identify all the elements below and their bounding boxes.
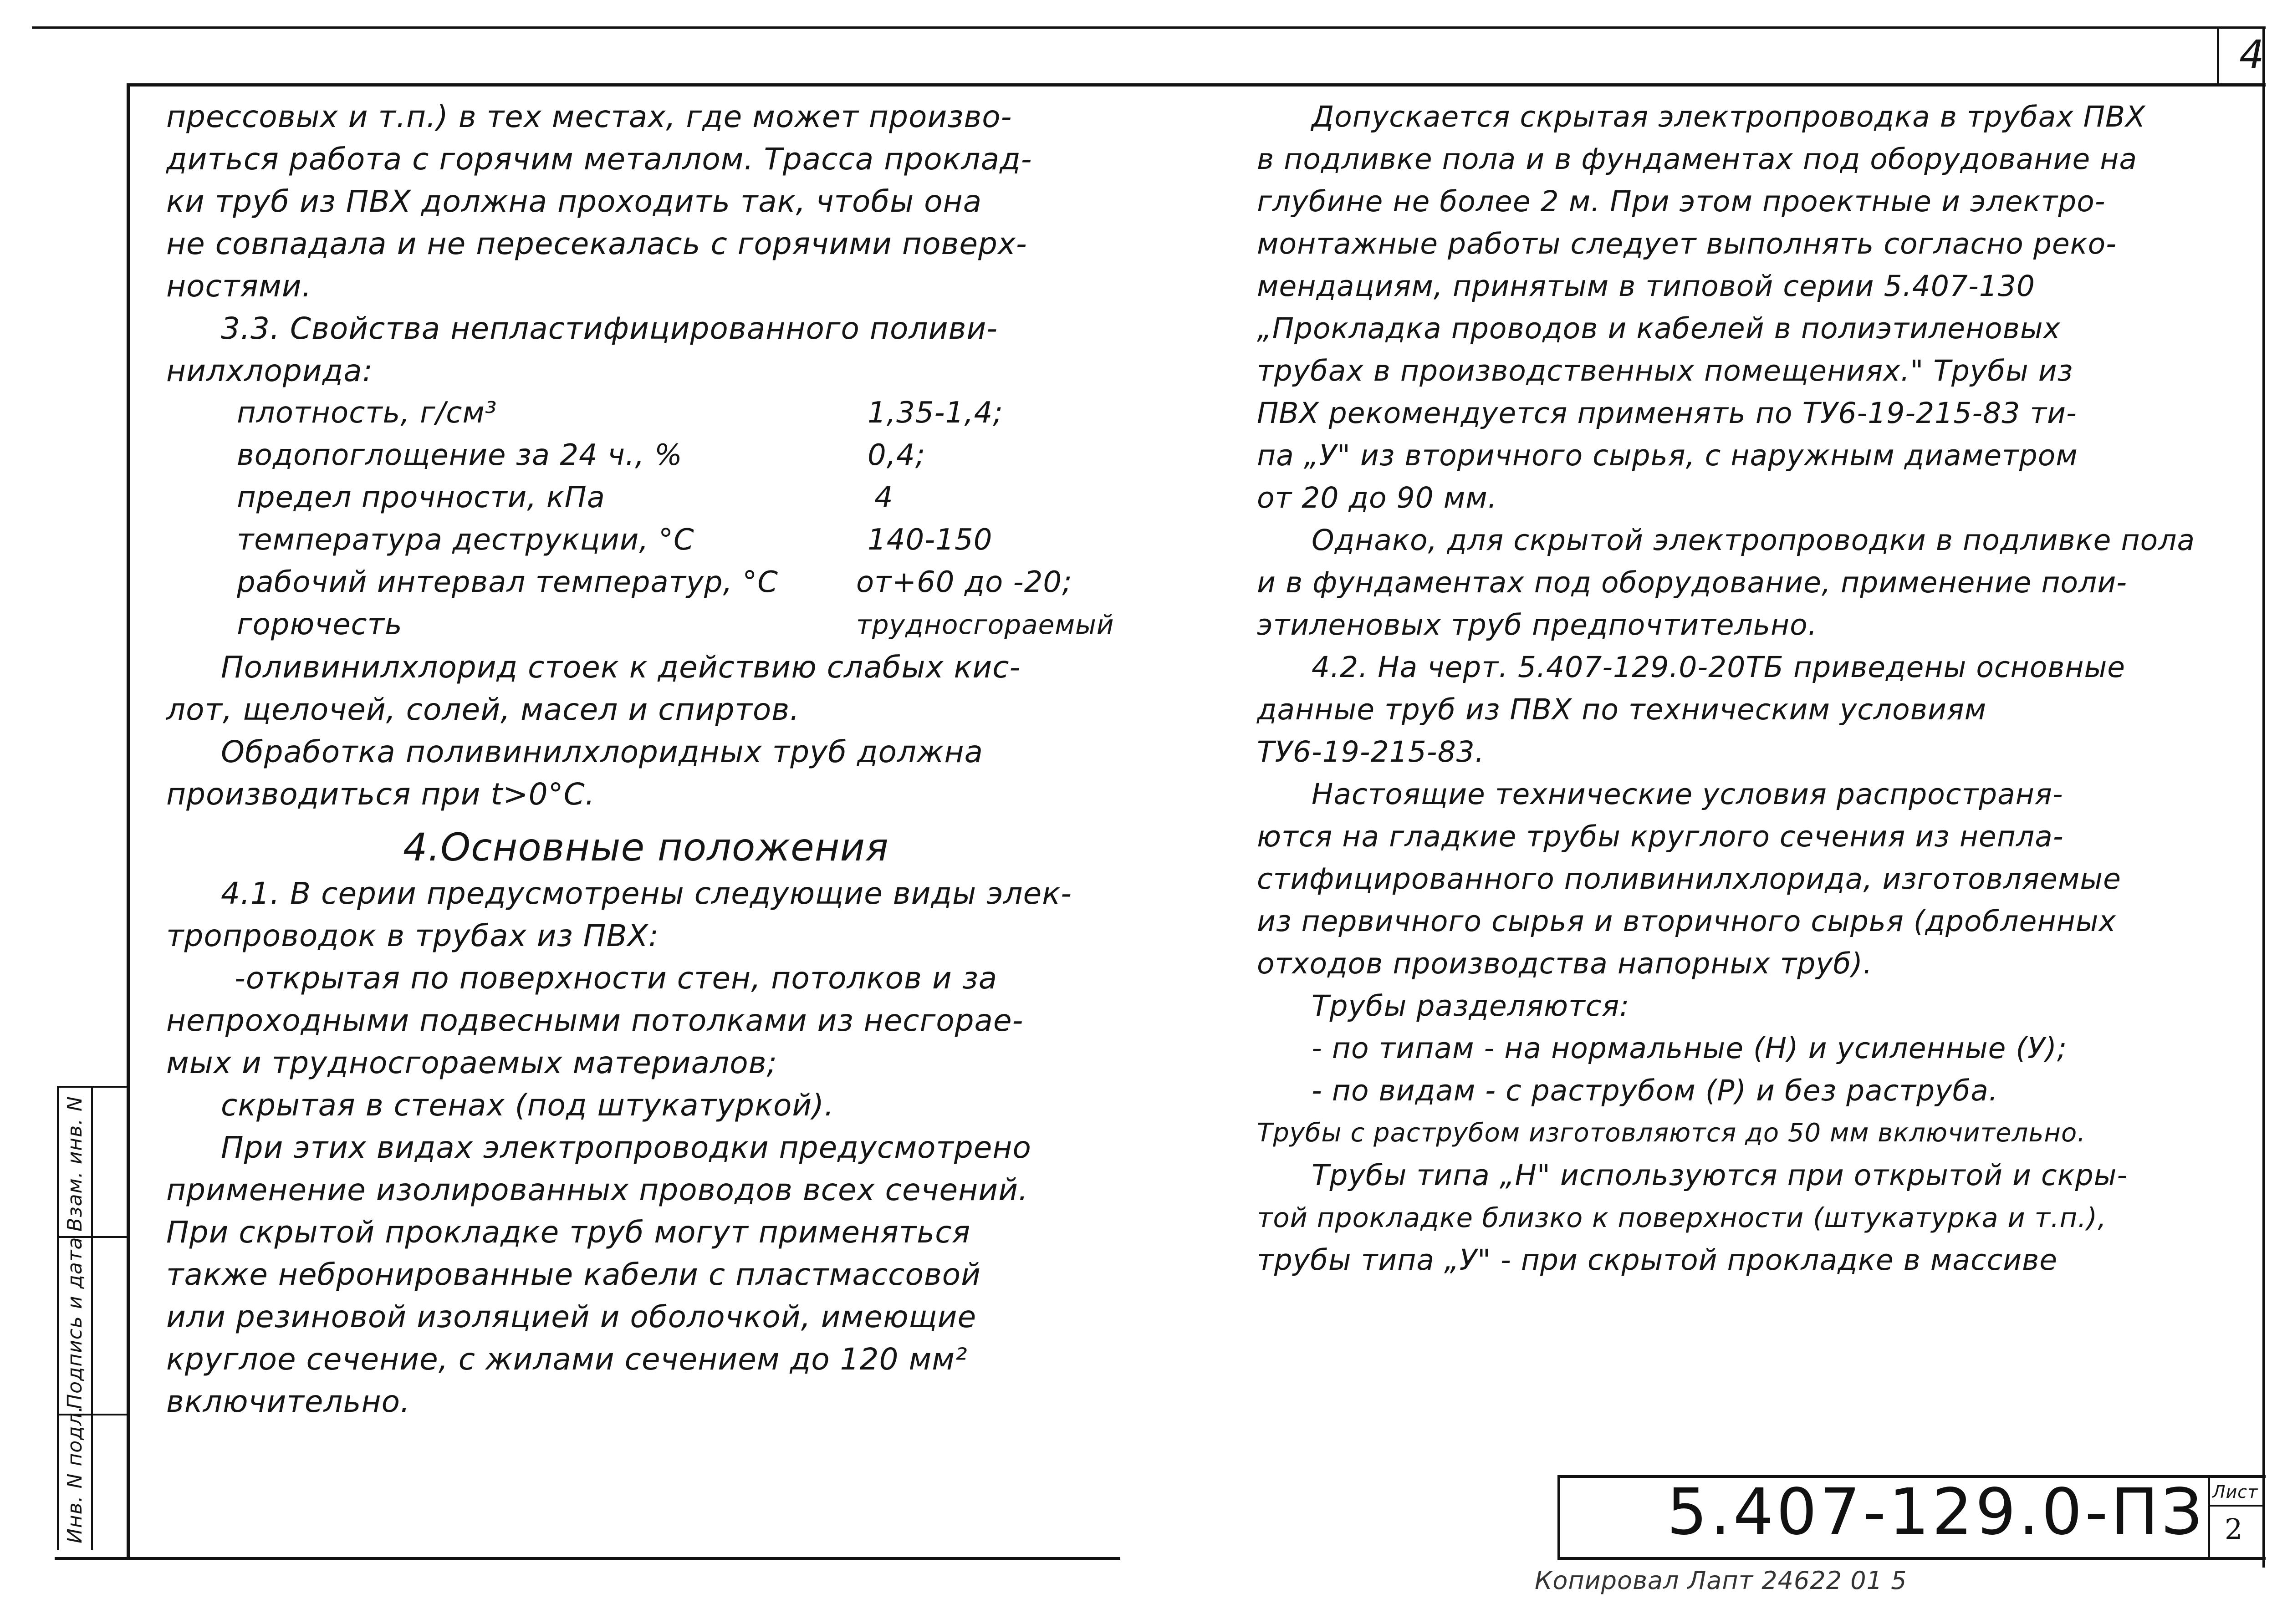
- stamp-field-replaced-inv: Взам. инв. N: [63, 1096, 87, 1232]
- frame-bottom-line: [55, 1557, 1120, 1560]
- top-border-line: [32, 26, 2266, 29]
- text-line: ностями.: [166, 269, 312, 304]
- text-line: тропроводок в трубах из ПВХ:: [166, 918, 659, 953]
- section-4-1-title: 4.1. В серии предусмотрены следующие виды элек-: [221, 876, 1072, 911]
- property-name: температура деструкции, °С: [237, 523, 694, 557]
- text-line: лот, щелочей, солей, масел и спиртов.: [166, 692, 800, 727]
- text-line: применение изолированных проводов всех сечений.: [166, 1172, 1029, 1207]
- property-value: трудносгораемый: [856, 609, 1114, 640]
- text-line: в подливке пола и в фундаментах под оборудование на: [1257, 143, 2138, 176]
- text-line: из первичного сырья и вторичного сырья (дробленных: [1257, 905, 2116, 938]
- text-line: глубине не более 2 м. При этом проектные и электро-: [1257, 185, 2106, 218]
- property-value: 140-150: [868, 523, 993, 557]
- text-line: -открытая по поверхности стен, потолков и за: [235, 961, 998, 996]
- section-4-2-title: 4.2. На черт. 5.407-129.0-20ТБ приведены основные: [1312, 651, 2126, 684]
- text-line: па „У" из вторичного сырья, с наружным диаметром: [1257, 439, 2078, 472]
- text-line: нилхлорида:: [166, 353, 373, 388]
- section-3-3-title: 3.3. Свойства непластифицированного поливи-: [221, 311, 998, 346]
- text-line: Трубы разделяются:: [1312, 989, 1630, 1023]
- text-line: Допускается скрытая электропроводка в трубах ПВХ: [1312, 100, 2146, 133]
- property-value: 4: [874, 481, 893, 514]
- page-box-left-line: [2217, 29, 2219, 86]
- text-line: ТУ6-19-215-83.: [1257, 735, 1485, 769]
- stamp-border: [57, 1086, 59, 1550]
- title-block-bottom-line: [1557, 1557, 2266, 1560]
- text-line: производиться при t>0°С.: [166, 777, 595, 812]
- text-line: трубы типа „У" - при скрытой прокладке в массиве: [1257, 1243, 2058, 1277]
- text-line: Однако, для скрытой электропроводки в подливке пола: [1312, 524, 2195, 557]
- right-column: [1257, 96, 2277, 1281]
- left-column-continued: [166, 646, 1145, 1423]
- text-line: Настоящие технические условия распространя-: [1312, 778, 2063, 811]
- section-4-heading: 4.Основные положения: [403, 825, 889, 870]
- stamp-field-signature-date: Подпись и дата: [63, 1237, 87, 1409]
- text-line: не совпадала и не пересекалась с горячими поверх-: [166, 226, 1027, 261]
- copy-note: Копировал Лапт 24622 01 5: [1535, 1566, 1907, 1595]
- stamp-divider: [57, 1086, 130, 1088]
- text-line: ются на гладкие трубы круглого сечения из непла-: [1257, 820, 2064, 853]
- text-line: Трубы с раструбом изготовляются до 50 мм включительно.: [1257, 1118, 2086, 1148]
- title-block-left-line: [1557, 1475, 1560, 1559]
- text-line: стифицированного поливинилхлорида, изготовляемые: [1257, 862, 2121, 896]
- property-name: водопоглощение за 24 ч., %: [237, 438, 683, 472]
- stamp-border: [91, 1086, 93, 1550]
- text-line: Обработка поливинилхлоридных труб должна: [221, 734, 984, 769]
- text-line: Трубы типа „Н" используются при открытой и скры-: [1312, 1159, 2128, 1192]
- text-line: включительно.: [166, 1384, 411, 1419]
- text-line: ки труб из ПВХ должна проходить так, чтобы она: [166, 184, 982, 219]
- text-line: диться работа с горячим металлом. Трасса проклад-: [166, 142, 1032, 177]
- text-line: прессовых и т.п.) в тех местах, где может произво-: [166, 99, 1012, 134]
- text-line: „Прокладка проводов и кабелей в полиэтиленовых: [1257, 312, 2061, 345]
- text-line: от 20 до 90 мм.: [1257, 481, 1497, 514]
- sheet-box-divider: [2208, 1505, 2265, 1507]
- left-column: [166, 96, 1145, 392]
- sheet-box-left-line: [2208, 1475, 2210, 1559]
- text-line: мендациям, принятым в типовой серии 5.407-130: [1257, 270, 2035, 303]
- text-line: - по типам - на нормальные (Н) и усиленные (У);: [1312, 1032, 2068, 1065]
- property-name: горючесть: [237, 608, 403, 641]
- text-line: При этих видах электропроводки предусмотрено: [221, 1130, 1031, 1165]
- text-line: данные труб из ПВХ по техническим условиям: [1257, 693, 1987, 726]
- text-line: той прокладке близко к поверхности (штукатурка и т.п.),: [1257, 1202, 2107, 1233]
- property-name: плотность, г/см³: [237, 396, 497, 430]
- text-line: или резиновой изоляцией и оболочкой, имеющие: [166, 1299, 977, 1334]
- text-line: этиленовых труб предпочтительно.: [1257, 608, 1818, 641]
- text-line: трубах в производственных помещениях." Трубы из: [1257, 354, 2073, 387]
- text-line: и в фундаментах под оборудование, применение поли-: [1257, 566, 2127, 599]
- property-name: рабочий интервал температур, °С: [237, 565, 778, 599]
- text-line: Поливинилхлорид стоек к действию слабых кис-: [221, 650, 1021, 685]
- text-line: монтажные работы следует выполнять согласно реко-: [1257, 227, 2117, 260]
- text-line: - по видам - с раструбом (Р) и без раструба.: [1312, 1074, 1998, 1107]
- frame-top-line: [127, 83, 2266, 87]
- text-line: круглое сечение, с жилами сечением до 120 мм²: [166, 1342, 968, 1377]
- property-value: от+60 до -20;: [856, 565, 1072, 599]
- text-line: отходов производства напорных труб).: [1257, 947, 1873, 980]
- sheet-label: Лист: [2212, 1482, 2258, 1502]
- text-line: также небронированные кабели с пластмассовой: [166, 1257, 981, 1292]
- text-line: непроходными подвесными потолками из несгорае-: [166, 1003, 1024, 1038]
- text-line: мых и трудносгораемых материалов;: [166, 1045, 777, 1080]
- property-value: 0,4;: [868, 438, 926, 472]
- text-line: При скрытой прокладке труб могут применяться: [166, 1215, 971, 1250]
- text-line: скрытая в стенах (под штукатуркой).: [221, 1088, 834, 1123]
- property-name: предел прочности, кПа: [237, 481, 605, 514]
- side-stamp: [57, 1086, 130, 1550]
- document-code: 5.407-129.0-ПЗ: [1667, 1475, 2205, 1549]
- sheet-number: 2: [2225, 1512, 2243, 1546]
- page-number: 4: [2239, 32, 2265, 77]
- stamp-field-inv-no: Инв. N подл.: [63, 1405, 87, 1543]
- text-line: ПВХ рекомендуется применять по ТУ6-19-215-83 ти-: [1257, 397, 2077, 430]
- property-value: 1,35-1,4;: [868, 396, 1003, 430]
